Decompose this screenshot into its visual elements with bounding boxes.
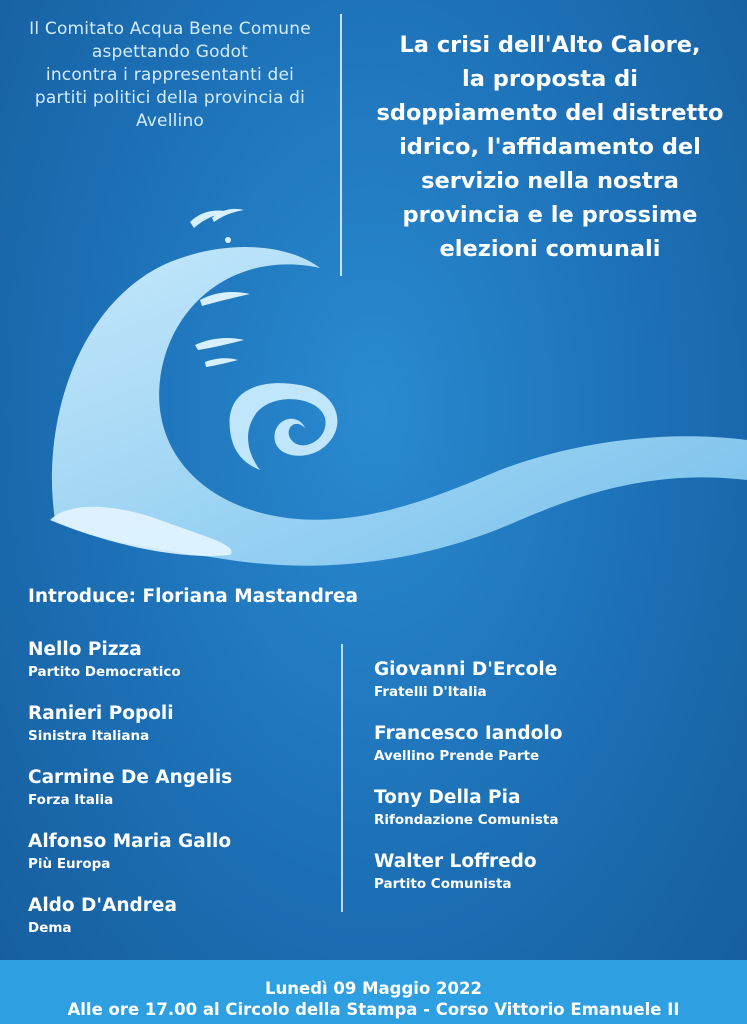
speaker-name: Ranieri Popoli	[28, 703, 174, 724]
event-date: Lunedì 09 Maggio 2022	[265, 979, 482, 998]
speakers-right-column	[374, 658, 694, 914]
speaker-entry	[374, 850, 694, 894]
headline-line: idrico, l'affidamento del	[399, 134, 701, 160]
speaker-party: Fratelli D'Italia	[374, 684, 487, 700]
speaker-party: Rifondazione Comunista	[374, 812, 559, 828]
headline-line: provincia e le prossime	[402, 202, 698, 228]
wave-illustration	[0, 190, 747, 590]
moderator-line: Introduce: Floriana Mastandrea	[28, 586, 359, 607]
speaker-entry	[28, 894, 348, 938]
organizer-line: Avellino	[135, 111, 205, 131]
speaker-name: Nello Pizza	[28, 639, 142, 660]
speaker-name: Francesco Iandolo	[374, 723, 563, 744]
speaker-name: Tony Della Pia	[374, 787, 521, 808]
speaker-party: Forza Italia	[28, 792, 114, 808]
speaker-party: Sinistra Italiana	[28, 728, 150, 744]
organizer-line: aspettando Godot	[91, 42, 249, 62]
speaker-party: Più Europa	[28, 856, 111, 872]
speaker-entry	[374, 786, 694, 830]
speaker-name: Aldo D'Andrea	[28, 895, 177, 916]
speaker-name: Giovanni D'Ercole	[374, 659, 558, 680]
speaker-entry	[28, 702, 348, 746]
event-venue: Alle ore 17.00 al Circolo della Stampa - Corso Vittorio Emanuele II	[67, 1000, 680, 1019]
speaker-party: Partito Comunista	[374, 876, 512, 892]
organizer-text	[10, 18, 330, 133]
speaker-entry	[28, 766, 348, 810]
speaker-party: Dema	[28, 920, 72, 936]
event-footer-band	[0, 960, 747, 1024]
speaker-party: Partito Democratico	[28, 664, 181, 680]
headline-line: servizio nella nostra	[421, 168, 679, 194]
speakers-left-column	[28, 638, 348, 958]
headline-line: la proposta di	[462, 66, 638, 92]
organizer-line: incontra i rappresentanti dei	[45, 65, 295, 85]
speaker-entry	[374, 722, 694, 766]
speaker-name: Alfonso Maria Gallo	[28, 831, 232, 852]
speaker-entry	[374, 658, 694, 702]
headline-line: La crisi dell'Alto Calore,	[399, 32, 701, 58]
speaker-name: Carmine De Angelis	[28, 767, 233, 788]
wave-curl	[230, 383, 338, 470]
speaker-party: Avellino Prende Parte	[374, 748, 540, 764]
speakers-divider	[341, 644, 343, 912]
speaker-entry	[28, 830, 348, 874]
headline-line: elezioni comunali	[439, 236, 661, 262]
wave-body	[52, 247, 747, 566]
organizer-line: partiti politici della provincia di	[34, 88, 306, 108]
speaker-name: Walter Loffredo	[374, 851, 537, 872]
speaker-entry	[28, 638, 348, 682]
headline-line: sdoppiamento del distretto	[376, 100, 724, 126]
organizer-line: Il Comitato Acqua Bene Comune	[29, 19, 311, 39]
